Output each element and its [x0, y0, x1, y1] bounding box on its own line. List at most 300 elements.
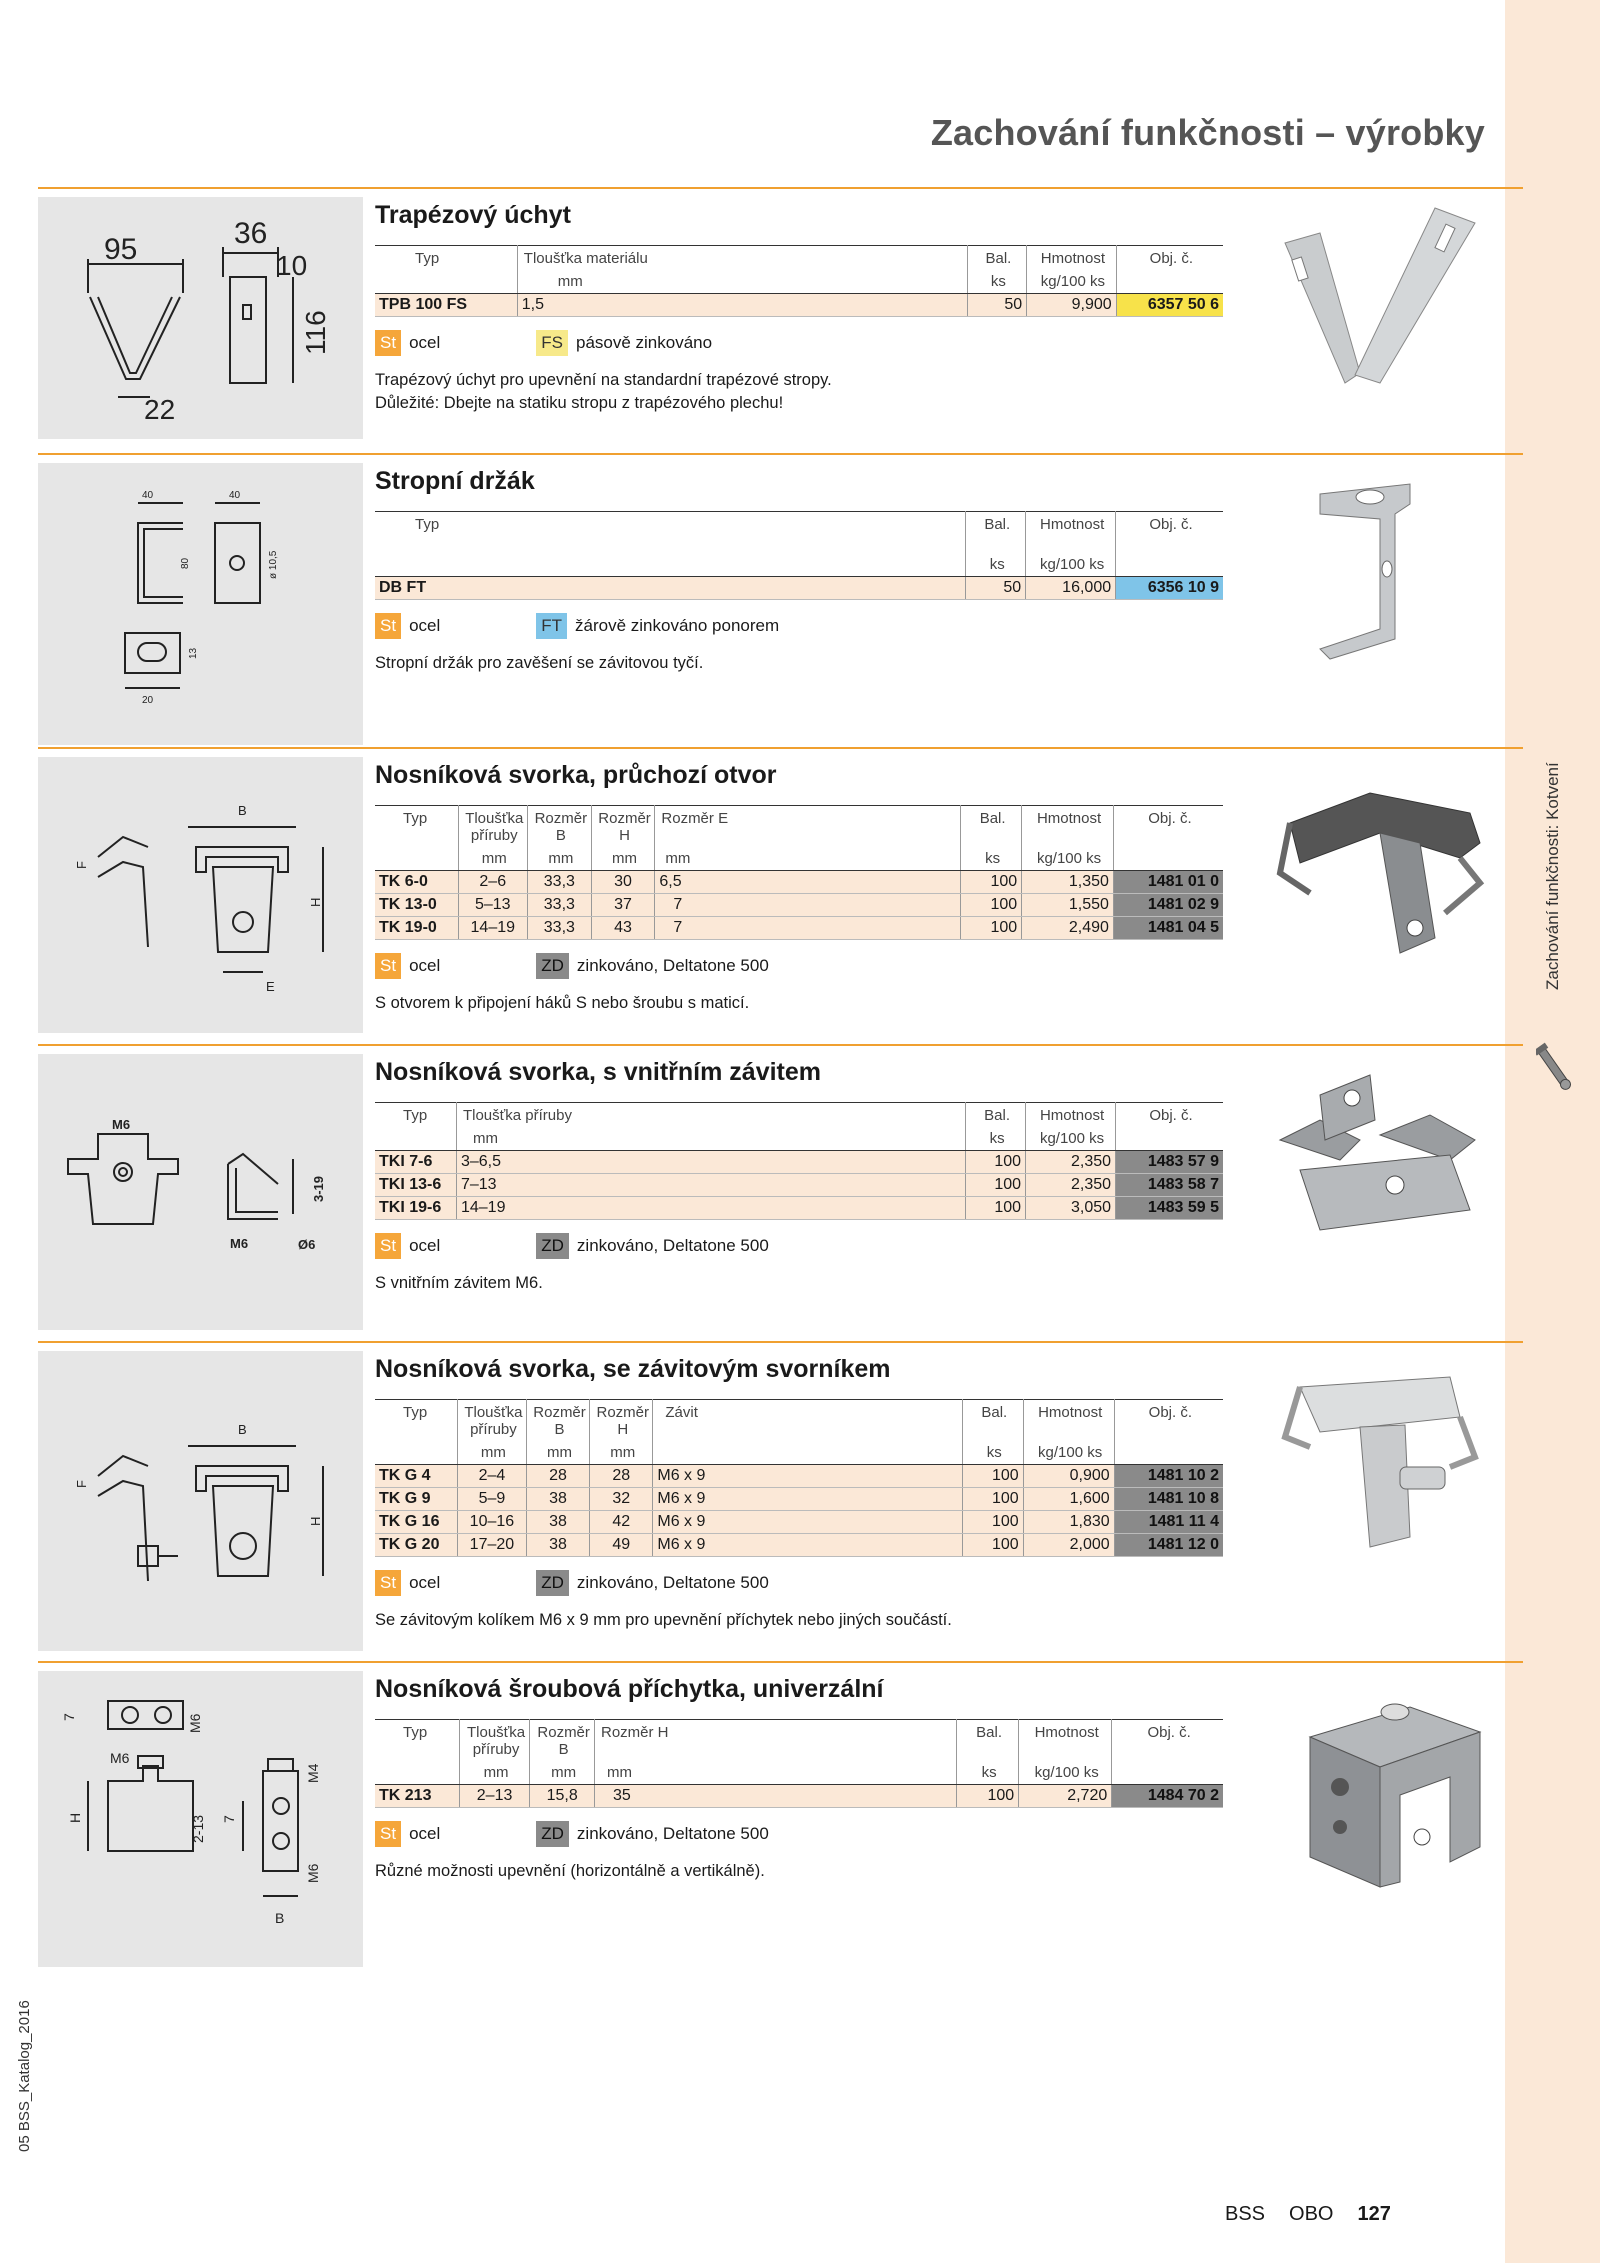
cell: 17–20	[457, 1534, 526, 1557]
material-label: ocel	[409, 616, 441, 635]
col-header: Hmotnost	[1026, 1103, 1116, 1129]
product-photo-svg	[1260, 1060, 1500, 1280]
col-header: Rozměr E	[655, 806, 961, 849]
cell: 50	[966, 577, 1026, 600]
cell-order-number: 1484 70 2	[1112, 1785, 1223, 1808]
cell: 100	[962, 1534, 1023, 1557]
cell: 100	[961, 894, 1022, 917]
dim-label: M6	[110, 1750, 130, 1766]
dim-label: 13	[188, 647, 199, 659]
section-divider	[38, 1661, 1523, 1663]
unit-cell: mm	[526, 1442, 589, 1465]
unit-cell: mm	[594, 1762, 956, 1785]
cell-type: TKI 19-6	[375, 1197, 456, 1220]
description-line: Se závitovým kolíkem M6 x 9 mm pro upevnění příchytek nebo jiných součástí.	[375, 1611, 952, 1629]
material-label: ocel	[409, 333, 441, 352]
table-row	[375, 871, 1223, 894]
material-row	[375, 952, 1225, 980]
cell: M6 x 9	[653, 1488, 963, 1511]
technical-drawing	[38, 1054, 363, 1330]
cell: 33,3	[527, 917, 591, 940]
col-header: Obj. č.	[1149, 250, 1194, 267]
cell: 2,350	[1026, 1151, 1116, 1174]
table-row	[375, 894, 1223, 917]
cell: 100	[966, 1151, 1026, 1174]
product-title: Nosníková svorka, s vnitřním závitem	[375, 1058, 822, 1086]
table-header-row	[375, 1103, 1223, 1129]
dim-label: 20	[142, 695, 154, 706]
col-header: Typ	[375, 246, 517, 272]
product-photo	[1260, 203, 1500, 423]
product-section-trapezovy-uchyt	[38, 187, 1523, 439]
product-body	[375, 201, 1225, 415]
table-header-row	[375, 806, 1223, 849]
table-row	[375, 1151, 1223, 1174]
cell: 32	[590, 1488, 653, 1511]
unit-cell: ks	[966, 1128, 1026, 1151]
unit-cell	[375, 848, 458, 871]
product-section-svorka-vnitrni-zavit	[38, 1044, 1523, 1330]
dim-label: B	[275, 1910, 285, 1926]
unit-cell: kg/100 ks	[1022, 848, 1114, 871]
product-photo	[1260, 1060, 1500, 1280]
finish-label: žárově zinkováno ponorem	[575, 616, 780, 635]
cell: 1,350	[1022, 871, 1114, 894]
unit-cell	[1114, 1442, 1223, 1465]
cell-order-number: 1481 10 2	[1114, 1465, 1223, 1488]
cell: 2,000	[1023, 1534, 1114, 1557]
dim-label: F	[74, 1480, 89, 1488]
cell-type: TKI 13-6	[375, 1174, 456, 1197]
unit-cell: kg/100 ks	[1023, 1442, 1114, 1465]
material-badge-st: St	[375, 330, 401, 356]
cell: 28	[526, 1465, 589, 1488]
cell: 2,720	[1019, 1785, 1112, 1808]
material-row	[375, 1820, 1225, 1848]
product-description	[375, 1860, 1225, 1883]
drawing-svg	[38, 1671, 363, 1967]
cell: 7–13	[456, 1174, 965, 1197]
unit-cell: ks	[966, 537, 1026, 577]
dim-label: B	[238, 803, 247, 818]
cell-order-number: 1483 57 9	[1116, 1151, 1223, 1174]
dim-label: 10	[276, 250, 308, 281]
unit-cell: kg/100 ks	[1026, 1128, 1116, 1151]
finish-label: zinkováno, Deltatone 500	[576, 1236, 769, 1255]
table-row	[375, 1488, 1223, 1511]
product-photo-svg	[1260, 203, 1500, 423]
cell: 3–6,5	[456, 1151, 965, 1174]
product-photo	[1260, 469, 1500, 689]
material-badge-st: St	[375, 1570, 401, 1596]
cell-type: TPB 100 FS	[375, 294, 517, 317]
material-badge-st: St	[375, 1233, 401, 1259]
product-photo-svg	[1260, 1357, 1500, 1577]
spec-table	[375, 511, 1223, 600]
unit-cell: mm	[590, 1442, 653, 1465]
cell: 2,490	[1022, 917, 1114, 940]
spec-table	[375, 1399, 1223, 1557]
material-label: ocel	[409, 1573, 441, 1592]
cell-order-number: 1481 02 9	[1113, 894, 1223, 917]
cell: 28	[590, 1465, 653, 1488]
col-header: Bal.	[967, 246, 1026, 272]
cell-type: TK G 20	[375, 1534, 457, 1557]
product-section-sroubova-prichytka	[38, 1661, 1523, 1967]
cell: 9,900	[1027, 294, 1117, 317]
unit-cell: mm	[517, 271, 967, 294]
col-header: Bal.	[962, 1400, 1023, 1443]
spec-table	[375, 1719, 1223, 1808]
dim-label: M6	[187, 1713, 203, 1733]
col-header: Hmotnost	[1026, 512, 1116, 538]
unit-cell: kg/100 ks	[1026, 537, 1116, 577]
product-description	[375, 1609, 1225, 1632]
spec-table	[375, 1102, 1223, 1220]
col-header: Obj. č.	[1147, 1724, 1191, 1741]
product-section-stropni-drzak	[38, 453, 1523, 735]
col-header: Obj. č.	[1149, 1107, 1193, 1124]
technical-drawing	[38, 757, 363, 1033]
cell-type: TK G 4	[375, 1465, 457, 1488]
dim-label: H	[67, 1812, 83, 1823]
product-photo	[1260, 1357, 1500, 1577]
finish-label: zinkováno, Deltatone 500	[576, 1573, 769, 1592]
material-row	[375, 1569, 1225, 1597]
finish	[536, 1233, 769, 1259]
cell-order-number: 1483 59 5	[1116, 1197, 1223, 1220]
cell-order-number: 1481 04 5	[1113, 917, 1223, 940]
cell-order-number: 6356 10 9	[1116, 577, 1223, 600]
col-header: Rozměr B	[526, 1400, 589, 1443]
col-header: Tloušťka příruby	[457, 1400, 526, 1443]
cell: 50	[967, 294, 1026, 317]
table-row	[375, 917, 1223, 940]
unit-cell	[1116, 271, 1223, 294]
material-badge-st: St	[375, 613, 401, 639]
cell: 49	[590, 1534, 653, 1557]
product-title: Nosníková svorka, průchozí otvor	[375, 761, 777, 789]
cell: M6 x 9	[653, 1511, 963, 1534]
dim-label: 80	[180, 557, 191, 569]
product-photo	[1260, 763, 1500, 983]
cell: 0,900	[1023, 1465, 1114, 1488]
col-header: Typ	[375, 1400, 457, 1443]
spec-table	[375, 245, 1223, 317]
unit-cell	[375, 1442, 457, 1465]
description-line: S otvorem k připojení háků S nebo šroubu s maticí.	[375, 994, 750, 1012]
cell: 2–13	[459, 1785, 530, 1808]
cell-type: TKI 7-6	[375, 1151, 456, 1174]
col-header: Typ	[375, 1720, 459, 1763]
dim-label: 36	[234, 217, 268, 250]
dim-label: 7	[61, 1713, 77, 1721]
cell: 33,3	[527, 871, 591, 894]
units-row	[375, 848, 1223, 871]
material-row	[375, 1232, 1225, 1260]
cell: 38	[526, 1511, 589, 1534]
cell: 100	[961, 917, 1022, 940]
dim-label: M6	[230, 1236, 249, 1251]
table-header-row	[375, 1720, 1223, 1763]
cell: 100	[962, 1465, 1023, 1488]
cell: 38	[526, 1488, 589, 1511]
cell: 100	[966, 1197, 1026, 1220]
cell-type: TK 6-0	[375, 871, 458, 894]
col-header: Rozměr H	[591, 806, 655, 849]
unit-cell: mm	[459, 1762, 530, 1785]
col-header: Rozměr H	[594, 1720, 956, 1763]
table-row	[375, 1174, 1223, 1197]
finish-label: zinkováno, Deltatone 500	[576, 1824, 769, 1843]
dim-label: 95	[104, 233, 138, 266]
col-header: Hmotnost	[1022, 806, 1114, 849]
col-header: Hmotnost	[1019, 1720, 1112, 1763]
table-row	[375, 1785, 1223, 1808]
col-header: Bal.	[961, 806, 1022, 849]
cell-type: TK G 16	[375, 1511, 457, 1534]
cell-type: TK 13-0	[375, 894, 458, 917]
col-header: Hmotnost	[1023, 1400, 1114, 1443]
product-body	[375, 1675, 1225, 1883]
cell-type: TK 19-0	[375, 917, 458, 940]
dim-label: H	[308, 897, 323, 907]
col-header: Obj. č.	[1149, 516, 1193, 533]
unit-cell	[375, 1762, 459, 1785]
finish-badge-zd: ZD	[536, 1570, 569, 1596]
dim-label: F	[74, 861, 89, 869]
drawing-svg	[38, 197, 363, 439]
product-photo	[1260, 1677, 1500, 1897]
unit-cell: mm	[530, 1762, 595, 1785]
finish	[536, 1570, 769, 1596]
dim-label: 3-19	[311, 1175, 326, 1202]
unit-cell	[1116, 1128, 1223, 1151]
product-section-svorka-zavitovy-svornik	[38, 1341, 1523, 1651]
finish-badge-ft: FT	[536, 613, 567, 639]
technical-drawing	[38, 463, 363, 745]
cell: 1,5	[517, 294, 967, 317]
dim-label: 116	[300, 310, 331, 355]
cell: 7	[655, 894, 961, 917]
material-badge-st: St	[375, 953, 401, 979]
dim-label: M6	[112, 1117, 131, 1132]
footer-brand-bss: BSS	[1225, 2203, 1266, 2225]
cell: 3,050	[1026, 1197, 1116, 1220]
unit-cell	[1112, 1762, 1223, 1785]
cell: 7	[655, 917, 961, 940]
cell: 35	[594, 1785, 956, 1808]
section-divider	[38, 1341, 1523, 1343]
finish	[536, 953, 769, 979]
cell: 30	[591, 871, 655, 894]
col-header: Závit	[653, 1400, 963, 1443]
col-header: Rozměr B	[527, 806, 591, 849]
section-divider	[38, 453, 1523, 455]
cell: 10–16	[457, 1511, 526, 1534]
product-photo-svg	[1260, 763, 1500, 983]
cell: 100	[961, 871, 1022, 894]
finish-badge-fs: FS	[536, 330, 568, 356]
cell: 2,350	[1026, 1174, 1116, 1197]
technical-drawing	[38, 197, 363, 439]
material-label: ocel	[409, 1824, 441, 1843]
description-line: Trapézový úchyt pro upevnění na standardní trapézové stropy.	[375, 371, 832, 389]
units-row	[375, 1762, 1223, 1785]
unit-cell: mm	[458, 848, 527, 871]
cell: 6,5	[655, 871, 961, 894]
product-title: Stropní držák	[375, 467, 535, 495]
col-header: Typ	[375, 512, 966, 538]
product-description	[375, 369, 1225, 415]
cell: 15,8	[530, 1785, 595, 1808]
col-header: Rozměr H	[590, 1400, 653, 1443]
cell-order-number: 1483 58 7	[1116, 1174, 1223, 1197]
col-header: Typ	[375, 1103, 456, 1129]
product-description	[375, 1272, 1225, 1295]
col-header: Tloušťka materiálu	[517, 246, 967, 272]
units-row	[375, 537, 1223, 577]
product-photo-svg	[1260, 1677, 1500, 1897]
dim-label: B	[238, 1422, 247, 1437]
cell: 37	[591, 894, 655, 917]
cell: 38	[526, 1534, 589, 1557]
footer-brand-obo: OBO	[1289, 2203, 1334, 2225]
finish-badge-zd: ZD	[536, 1233, 569, 1259]
side-category-label: Zachování funkčnosti: Kotvení	[1543, 762, 1562, 990]
table-row	[375, 577, 1223, 600]
unit-cell	[375, 271, 517, 294]
section-divider	[38, 187, 1523, 189]
cell: 100	[962, 1511, 1023, 1534]
cell-type: DB FT	[375, 577, 966, 600]
cell: 43	[591, 917, 655, 940]
page-footer	[1225, 2203, 1391, 2226]
technical-drawing	[38, 1351, 363, 1651]
page-number: 127	[1357, 2203, 1391, 2225]
table-row	[375, 1197, 1223, 1220]
dim-label: 40	[142, 490, 154, 501]
unit-cell: ks	[967, 271, 1026, 294]
unit-cell: mm	[527, 848, 591, 871]
dim-label: 7	[221, 1815, 237, 1823]
product-body	[375, 1355, 1225, 1632]
units-row	[375, 1128, 1223, 1151]
col-header: Obj. č.	[1148, 810, 1192, 827]
page-title: Zachování funkčnosti – výrobky	[930, 112, 1485, 153]
col-header: Bal.	[966, 1103, 1026, 1129]
description-line: Stropní držák pro zavěšení se závitovou tyčí.	[375, 654, 704, 672]
cell: 16,000	[1026, 577, 1116, 600]
unit-cell	[1113, 848, 1223, 871]
cell: 14–19	[456, 1197, 965, 1220]
drawing-svg	[38, 463, 363, 745]
unit-cell: ks	[962, 1442, 1023, 1465]
unit-cell	[1116, 537, 1223, 577]
cell: 5–13	[458, 894, 527, 917]
cell: M6 x 9	[653, 1465, 963, 1488]
cell: 1,550	[1022, 894, 1114, 917]
table-row	[375, 1511, 1223, 1534]
col-header: Bal.	[966, 512, 1026, 538]
col-header: Obj. č.	[1148, 1404, 1193, 1421]
dim-label: H	[308, 1516, 323, 1526]
product-section-svorka-pruchozi	[38, 747, 1523, 1033]
unit-cell: kg/100 ks	[1027, 271, 1117, 294]
dim-label: Ø6	[298, 1237, 316, 1252]
units-row	[375, 1442, 1223, 1465]
col-header: Tloušťka příruby	[456, 1103, 965, 1129]
unit-cell: mm	[457, 1442, 526, 1465]
cell: 100	[962, 1488, 1023, 1511]
cell-order-number: 6357 50 6	[1116, 294, 1223, 317]
unit-cell: mm	[655, 848, 961, 871]
table-header-row	[375, 1400, 1223, 1443]
unit-cell: mm	[456, 1128, 965, 1151]
dim-label: 2-13	[190, 1814, 206, 1843]
col-header: Rozměr B	[530, 1720, 595, 1763]
cell: 100	[966, 1174, 1026, 1197]
cell: 2–4	[457, 1465, 526, 1488]
product-description	[375, 652, 1225, 675]
product-description	[375, 992, 1225, 1015]
col-header: Tloušťka příruby	[458, 806, 527, 849]
description-line: S vnitřním závitem M6.	[375, 1274, 543, 1292]
catalog-code: 05 BSS_Katalog_2016	[16, 2000, 33, 2152]
unit-cell: ks	[957, 1762, 1019, 1785]
cell-order-number: 1481 01 0	[1113, 871, 1223, 894]
col-header: Tloušťka příruby	[459, 1720, 530, 1763]
material-label: ocel	[409, 956, 441, 975]
dim-label: M4	[305, 1763, 321, 1783]
table-row	[375, 1465, 1223, 1488]
dim-label: 22	[144, 394, 176, 425]
cell: M6 x 9	[653, 1534, 963, 1557]
table-header-row	[375, 246, 1223, 272]
cell: 100	[957, 1785, 1019, 1808]
finish	[536, 613, 779, 639]
finish	[536, 330, 712, 356]
unit-cell	[375, 537, 966, 577]
material-row	[375, 329, 1225, 357]
unit-cell	[653, 1442, 963, 1465]
unit-cell: mm	[591, 848, 655, 871]
material-label: ocel	[409, 1236, 441, 1255]
cell: 42	[590, 1511, 653, 1534]
finish-label: zinkováno, Deltatone 500	[576, 956, 769, 975]
cell-type: TK 213	[375, 1785, 459, 1808]
drawing-svg	[38, 1351, 363, 1651]
anchor-bolt-icon	[1536, 1038, 1572, 1098]
table-row	[375, 1534, 1223, 1557]
cell: 2–6	[458, 871, 527, 894]
drawing-svg	[38, 757, 363, 1033]
dim-label: ø 10,5	[268, 550, 279, 579]
finish	[536, 1821, 769, 1847]
section-divider	[38, 747, 1523, 749]
dim-label: 40	[229, 490, 241, 501]
unit-cell: ks	[961, 848, 1022, 871]
spec-table	[375, 805, 1223, 940]
material-row	[375, 612, 1225, 640]
technical-drawing	[38, 1671, 363, 1967]
description-line: Různé možnosti upevnění (horizontálně a vertikálně).	[375, 1862, 765, 1880]
cell-type: TK G 9	[375, 1488, 457, 1511]
col-header: Typ	[375, 806, 458, 849]
product-body	[375, 467, 1225, 675]
product-photo-svg	[1260, 469, 1500, 689]
finish-label: pásově zinkováno	[575, 333, 713, 352]
